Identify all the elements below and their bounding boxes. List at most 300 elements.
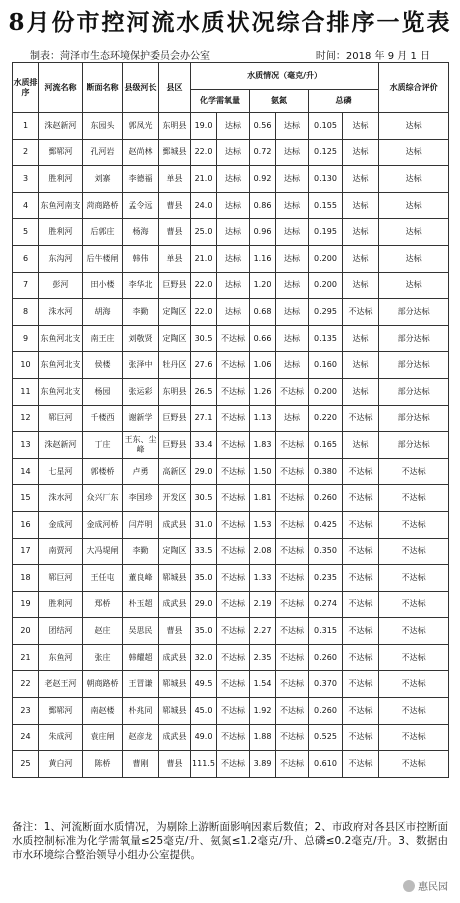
table-row bbox=[13, 299, 449, 326]
table-cell: 东鱼河北支 bbox=[39, 352, 83, 379]
table-cell: 不达标 bbox=[343, 724, 379, 751]
table-cell: 不达标 bbox=[343, 618, 379, 645]
table-cell: 达标 bbox=[379, 245, 449, 272]
table-cell: 南赵楼 bbox=[83, 698, 123, 725]
table-cell: 后牛楼闸 bbox=[83, 245, 123, 272]
table-cell: 不达标 bbox=[217, 485, 250, 512]
table-cell: 曹县 bbox=[159, 751, 191, 778]
table-cell: 不达标 bbox=[276, 751, 309, 778]
table-cell: 韩耀超 bbox=[123, 644, 159, 671]
table-cell: 鄄城县 bbox=[159, 139, 191, 166]
table-cell: 王冒谦 bbox=[123, 671, 159, 698]
table-cell: 不达标 bbox=[379, 538, 449, 565]
table-cell: 侯楼 bbox=[83, 352, 123, 379]
header-cod: 化学需氧量 bbox=[191, 90, 250, 113]
table-cell: 不达标 bbox=[217, 538, 250, 565]
table-cell: 0.195 bbox=[309, 219, 343, 246]
table-cell: 不达标 bbox=[276, 644, 309, 671]
table-cell: 定陶区 bbox=[159, 538, 191, 565]
table-cell: 不达标 bbox=[343, 485, 379, 512]
table-cell: 高新区 bbox=[159, 458, 191, 485]
table-row bbox=[13, 538, 449, 565]
table-cell: 0.92 bbox=[250, 166, 276, 193]
table-cell: 孔河岩 bbox=[83, 139, 123, 166]
table-cell: 部分达标 bbox=[379, 299, 449, 326]
table-cell: 1.50 bbox=[250, 458, 276, 485]
table-cell: 东园头 bbox=[83, 113, 123, 140]
table-cell: 0.260 bbox=[309, 485, 343, 512]
table-row bbox=[13, 698, 449, 725]
table-cell: 达标 bbox=[276, 325, 309, 352]
table-cell: 千楼西 bbox=[83, 405, 123, 432]
table-row bbox=[13, 724, 449, 751]
table-cell: 郭凤光 bbox=[123, 113, 159, 140]
table-cell: 南贾河 bbox=[39, 538, 83, 565]
table-cell: 0.105 bbox=[309, 113, 343, 140]
table-cell: 不达标 bbox=[379, 458, 449, 485]
table-cell: 部分达标 bbox=[379, 432, 449, 459]
header-quality: 水质情况（毫克/升） bbox=[191, 63, 379, 90]
table-cell: 达标 bbox=[276, 405, 309, 432]
table-cell: 巨野县 bbox=[159, 432, 191, 459]
table-cell: 不达标 bbox=[217, 325, 250, 352]
table-row bbox=[13, 219, 449, 246]
table-cell: 张运彩 bbox=[123, 378, 159, 405]
table-cell: 111.5 bbox=[191, 751, 217, 778]
table-cell: 49.5 bbox=[191, 671, 217, 698]
table-cell: 达标 bbox=[217, 166, 250, 193]
table-cell: 李勤 bbox=[123, 299, 159, 326]
table-row bbox=[13, 644, 449, 671]
table-cell: 胜利河 bbox=[39, 166, 83, 193]
table-cell: 0.125 bbox=[309, 139, 343, 166]
table-cell: 0.220 bbox=[309, 405, 343, 432]
table-cell: 达标 bbox=[343, 192, 379, 219]
table-cell: 卢勇 bbox=[123, 458, 159, 485]
watermark-logo-icon bbox=[403, 880, 415, 892]
header-river: 河流名称 bbox=[39, 63, 83, 113]
table-cell: 2 bbox=[13, 139, 39, 166]
table-cell: 郓巨河 bbox=[39, 405, 83, 432]
table-cell: 0.610 bbox=[309, 751, 343, 778]
table-cell: 郓城县 bbox=[159, 671, 191, 698]
table-cell: 0.370 bbox=[309, 671, 343, 698]
table-cell: 金成河 bbox=[39, 511, 83, 538]
table-cell: 鄄郓河 bbox=[39, 698, 83, 725]
table-cell: 不达标 bbox=[217, 352, 250, 379]
table-cell: 不达标 bbox=[276, 565, 309, 592]
table-cell: 不达标 bbox=[343, 671, 379, 698]
table-cell: 不达标 bbox=[343, 565, 379, 592]
table-cell: 巨野县 bbox=[159, 405, 191, 432]
table-cell: 不达标 bbox=[343, 458, 379, 485]
table-cell: 0.200 bbox=[309, 245, 343, 272]
table-cell: 26.5 bbox=[191, 378, 217, 405]
table-cell: 1.54 bbox=[250, 671, 276, 698]
table-cell: 赵尚林 bbox=[123, 139, 159, 166]
table-cell: 胜利河 bbox=[39, 219, 83, 246]
table-cell: 1.88 bbox=[250, 724, 276, 751]
table-cell: 成武县 bbox=[159, 511, 191, 538]
table-cell: 10 bbox=[13, 352, 39, 379]
table-cell: 曹刚 bbox=[123, 751, 159, 778]
table-cell: 5 bbox=[13, 219, 39, 246]
table-cell: 45.0 bbox=[191, 698, 217, 725]
table-row bbox=[13, 511, 449, 538]
table-cell: 田小楼 bbox=[83, 272, 123, 299]
table-cell: 不达标 bbox=[276, 432, 309, 459]
table-row bbox=[13, 591, 449, 618]
table-cell: 0.165 bbox=[309, 432, 343, 459]
table-cell: 1.33 bbox=[250, 565, 276, 592]
table-cell: 达标 bbox=[276, 352, 309, 379]
table-cell: 七星河 bbox=[39, 458, 83, 485]
table-cell: 0.66 bbox=[250, 325, 276, 352]
table-cell: 1.92 bbox=[250, 698, 276, 725]
table-cell: 0.315 bbox=[309, 618, 343, 645]
table-row bbox=[13, 192, 449, 219]
table-cell: 20 bbox=[13, 618, 39, 645]
table-cell: 不达标 bbox=[217, 591, 250, 618]
table-cell: 达标 bbox=[343, 166, 379, 193]
table-cell: 2.08 bbox=[250, 538, 276, 565]
table-cell: 谢新学 bbox=[123, 405, 159, 432]
table-cell: 2.35 bbox=[250, 644, 276, 671]
table-cell: 0.380 bbox=[309, 458, 343, 485]
table-cell: 24.0 bbox=[191, 192, 217, 219]
table-cell: 不达标 bbox=[343, 511, 379, 538]
table-cell: 30.5 bbox=[191, 485, 217, 512]
table-cell: 胡海 bbox=[83, 299, 123, 326]
table-cell: 部分达标 bbox=[379, 325, 449, 352]
table-cell: 不达标 bbox=[276, 618, 309, 645]
table-cell: 29.0 bbox=[191, 591, 217, 618]
table-cell: 0.260 bbox=[309, 644, 343, 671]
table-body bbox=[13, 113, 449, 778]
table-cell: 0.235 bbox=[309, 565, 343, 592]
table-cell: 部分达标 bbox=[379, 378, 449, 405]
table-cell: 黄白河 bbox=[39, 751, 83, 778]
table-cell: 李勤 bbox=[123, 538, 159, 565]
table-cell: 老赵王河 bbox=[39, 671, 83, 698]
table-cell: 17 bbox=[13, 538, 39, 565]
watermark-text: 惠民园 bbox=[418, 882, 448, 893]
table-cell: 27.6 bbox=[191, 352, 217, 379]
table-cell: 不达标 bbox=[379, 751, 449, 778]
table-row bbox=[13, 458, 449, 485]
table-cell: 不达标 bbox=[379, 618, 449, 645]
table-cell: 朴兆同 bbox=[123, 698, 159, 725]
table-cell: 王东、尘峰 bbox=[123, 432, 159, 459]
table-cell: 曹县 bbox=[159, 618, 191, 645]
table-cell: 不达标 bbox=[217, 511, 250, 538]
table-cell: 达标 bbox=[343, 139, 379, 166]
table-cell: 杨园 bbox=[83, 378, 123, 405]
table-cell: 郓巨河 bbox=[39, 565, 83, 592]
table-cell: 袁庄闸 bbox=[83, 724, 123, 751]
table-cell: 不达标 bbox=[379, 724, 449, 751]
table-cell: 金成河桥 bbox=[83, 511, 123, 538]
table-cell: 众兴厂东 bbox=[83, 485, 123, 512]
table-cell: 不达标 bbox=[217, 565, 250, 592]
table-cell: 牡丹区 bbox=[159, 352, 191, 379]
table-cell: 33.5 bbox=[191, 538, 217, 565]
header-rank: 水质排序 bbox=[13, 63, 39, 113]
table-cell: 东明县 bbox=[159, 378, 191, 405]
table-cell: 不达标 bbox=[217, 724, 250, 751]
table-cell: 1.16 bbox=[250, 245, 276, 272]
table-cell: 达标 bbox=[343, 245, 379, 272]
table-cell: 6 bbox=[13, 245, 39, 272]
table-cell: 12 bbox=[13, 405, 39, 432]
table-cell: 达标 bbox=[379, 113, 449, 140]
table-cell: 0.130 bbox=[309, 166, 343, 193]
table-cell: 韩伟 bbox=[123, 245, 159, 272]
table-cell: 25.0 bbox=[191, 219, 217, 246]
table-cell: 郓城县 bbox=[159, 565, 191, 592]
table-cell: 达标 bbox=[343, 352, 379, 379]
table-cell: 不达标 bbox=[343, 405, 379, 432]
table-row bbox=[13, 565, 449, 592]
table-cell: 大冯堤闸 bbox=[83, 538, 123, 565]
table-cell: 不达标 bbox=[379, 698, 449, 725]
table-cell: 陈桥 bbox=[83, 751, 123, 778]
table-cell: 不达标 bbox=[343, 591, 379, 618]
table-cell: 达标 bbox=[217, 113, 250, 140]
table-cell: 1 bbox=[13, 113, 39, 140]
table-cell: 后郭庄 bbox=[83, 219, 123, 246]
table-cell: 达标 bbox=[379, 219, 449, 246]
table-cell: 达标 bbox=[276, 139, 309, 166]
table-cell: 1.83 bbox=[250, 432, 276, 459]
table-cell: 达标 bbox=[276, 166, 309, 193]
table-cell: 不达标 bbox=[379, 485, 449, 512]
table-cell: 31.0 bbox=[191, 511, 217, 538]
table-cell: 达标 bbox=[343, 378, 379, 405]
table-cell: 19.0 bbox=[191, 113, 217, 140]
table-cell: 不达标 bbox=[276, 485, 309, 512]
table-cell: 1.20 bbox=[250, 272, 276, 299]
table-cell: 不达标 bbox=[276, 378, 309, 405]
table-row bbox=[13, 245, 449, 272]
table-cell: 赵彦龙 bbox=[123, 724, 159, 751]
table-row bbox=[13, 166, 449, 193]
table-cell: 21.0 bbox=[191, 166, 217, 193]
table-cell: 曹县 bbox=[159, 219, 191, 246]
table-cell: 达标 bbox=[379, 272, 449, 299]
table-cell: 达标 bbox=[276, 219, 309, 246]
table-cell: 达标 bbox=[343, 113, 379, 140]
table-row bbox=[13, 671, 449, 698]
table-cell: 达标 bbox=[276, 192, 309, 219]
table-row bbox=[13, 139, 449, 166]
table-cell: 达标 bbox=[379, 166, 449, 193]
table-cell: 东鱼河北支 bbox=[39, 378, 83, 405]
table-cell: 27.1 bbox=[191, 405, 217, 432]
table-cell: 达标 bbox=[217, 139, 250, 166]
table-cell: 29.0 bbox=[191, 458, 217, 485]
table-cell: 不达标 bbox=[217, 405, 250, 432]
table-cell: 3.89 bbox=[250, 751, 276, 778]
table-cell: 洙赵新河 bbox=[39, 113, 83, 140]
table-cell: 2.27 bbox=[250, 618, 276, 645]
table-cell: 李国珍 bbox=[123, 485, 159, 512]
table-cell: 丁庄 bbox=[83, 432, 123, 459]
table-cell: 东沟河 bbox=[39, 245, 83, 272]
table-cell: 朱成河 bbox=[39, 724, 83, 751]
table-cell: 49.0 bbox=[191, 724, 217, 751]
table-cell: 赵庄 bbox=[83, 618, 123, 645]
table-cell: 0.295 bbox=[309, 299, 343, 326]
table-cell: 1.13 bbox=[250, 405, 276, 432]
table-cell: 刘敬贤 bbox=[123, 325, 159, 352]
table-cell: 李华北 bbox=[123, 272, 159, 299]
table-cell: 达标 bbox=[343, 325, 379, 352]
table-cell: 21 bbox=[13, 644, 39, 671]
table-cell: 15 bbox=[13, 485, 39, 512]
table-cell: 3 bbox=[13, 166, 39, 193]
table-cell: 22.0 bbox=[191, 139, 217, 166]
table-cell: 郓城县 bbox=[159, 698, 191, 725]
table-cell: 不达标 bbox=[217, 378, 250, 405]
table-cell: 9 bbox=[13, 325, 39, 352]
table-cell: 1.81 bbox=[250, 485, 276, 512]
table-cell: 彭河 bbox=[39, 272, 83, 299]
table-cell: 18 bbox=[13, 565, 39, 592]
table-cell: 33.4 bbox=[191, 432, 217, 459]
header-section: 断面名称 bbox=[83, 63, 123, 113]
table-cell: 0.86 bbox=[250, 192, 276, 219]
table-cell: 达标 bbox=[276, 272, 309, 299]
table-cell: 洙赵新河 bbox=[39, 432, 83, 459]
table-cell: 22.0 bbox=[191, 299, 217, 326]
table-cell: 不达标 bbox=[217, 618, 250, 645]
table-row bbox=[13, 272, 449, 299]
table-cell: 4 bbox=[13, 192, 39, 219]
header-eval: 水质综合评价 bbox=[379, 63, 449, 113]
table-cell: 不达标 bbox=[343, 751, 379, 778]
table-cell: 东鱼河南支 bbox=[39, 192, 83, 219]
table-cell: 开发区 bbox=[159, 485, 191, 512]
table-cell: 不达标 bbox=[276, 671, 309, 698]
table-cell: 刘寨 bbox=[83, 166, 123, 193]
table-cell: 不达标 bbox=[276, 511, 309, 538]
table-cell: 不达标 bbox=[379, 671, 449, 698]
table-cell: 成武县 bbox=[159, 644, 191, 671]
table-cell: 19 bbox=[13, 591, 39, 618]
table-cell: 东鱼河 bbox=[39, 644, 83, 671]
table-cell: 朝商路桥 bbox=[83, 671, 123, 698]
table-cell: 单县 bbox=[159, 245, 191, 272]
table-row bbox=[13, 352, 449, 379]
table-cell: 不达标 bbox=[343, 538, 379, 565]
table-cell: 0.135 bbox=[309, 325, 343, 352]
table-cell: 不达标 bbox=[343, 698, 379, 725]
table-cell: 定陶区 bbox=[159, 299, 191, 326]
footnote: 备注：1、河流断面水质情况，为剔除上游断面影响因素后数值；2、市政府对各县区市控断面水质控制标准为化学需氧量≤25毫克/升、氨氮≤1.2毫克/升、总磷≤0.2毫克/升。3、数据由市水环境综合整治领导小组办公室提供。 bbox=[12, 821, 448, 861]
table-cell: 不达标 bbox=[217, 698, 250, 725]
table-cell: 达标 bbox=[217, 219, 250, 246]
table-cell: 不达标 bbox=[217, 458, 250, 485]
table-cell: 成武县 bbox=[159, 591, 191, 618]
table-cell: 成武县 bbox=[159, 724, 191, 751]
table-cell: 张庄 bbox=[83, 644, 123, 671]
table-cell: 22.0 bbox=[191, 272, 217, 299]
table-row bbox=[13, 113, 449, 140]
table-cell: 洙水河 bbox=[39, 485, 83, 512]
table-row bbox=[13, 485, 449, 512]
table-cell: 达标 bbox=[379, 139, 449, 166]
table-row bbox=[13, 618, 449, 645]
table-cell: 不达标 bbox=[379, 644, 449, 671]
table-cell: 25 bbox=[13, 751, 39, 778]
table-cell: 0.155 bbox=[309, 192, 343, 219]
table-cell: 部分达标 bbox=[379, 352, 449, 379]
table-cell: 达标 bbox=[276, 299, 309, 326]
table-cell: 郭楼桥 bbox=[83, 458, 123, 485]
table-cell: 吴思民 bbox=[123, 618, 159, 645]
table-cell: 1.53 bbox=[250, 511, 276, 538]
table-cell: 0.200 bbox=[309, 378, 343, 405]
table-cell: 0.96 bbox=[250, 219, 276, 246]
table-cell: 0.525 bbox=[309, 724, 343, 751]
table-cell: 达标 bbox=[343, 432, 379, 459]
table-cell: 不达标 bbox=[379, 565, 449, 592]
table-cell: 达标 bbox=[217, 299, 250, 326]
table-cell: 23 bbox=[13, 698, 39, 725]
table-cell: 董良峰 bbox=[123, 565, 159, 592]
table-cell: 0.160 bbox=[309, 352, 343, 379]
table-cell: 不达标 bbox=[217, 751, 250, 778]
table-cell: 定陶区 bbox=[159, 325, 191, 352]
table-cell: 不达标 bbox=[343, 299, 379, 326]
table-cell: 达标 bbox=[217, 192, 250, 219]
table-cell: 东鱼河北支 bbox=[39, 325, 83, 352]
table-cell: 部分达标 bbox=[379, 405, 449, 432]
table-cell: 11 bbox=[13, 378, 39, 405]
table-cell: 东明县 bbox=[159, 113, 191, 140]
table-cell: 1.06 bbox=[250, 352, 276, 379]
table-cell: 32.0 bbox=[191, 644, 217, 671]
table-cell: 达标 bbox=[276, 113, 309, 140]
header-nh: 氨氮 bbox=[250, 90, 309, 113]
table-cell: 不达标 bbox=[276, 538, 309, 565]
table-cell: 不达标 bbox=[276, 724, 309, 751]
table-cell: 0.274 bbox=[309, 591, 343, 618]
table-cell: 李德福 bbox=[123, 166, 159, 193]
table-cell: 0.68 bbox=[250, 299, 276, 326]
table-cell: 王任屯 bbox=[83, 565, 123, 592]
table-cell: 胜利河 bbox=[39, 591, 83, 618]
table-row bbox=[13, 405, 449, 432]
table-cell: 巨野县 bbox=[159, 272, 191, 299]
water-quality-table bbox=[12, 62, 449, 778]
table-cell: 30.5 bbox=[191, 325, 217, 352]
table-cell: 0.425 bbox=[309, 511, 343, 538]
table-cell: 不达标 bbox=[379, 591, 449, 618]
table-cell: 达标 bbox=[343, 272, 379, 299]
table-cell: 不达标 bbox=[217, 671, 250, 698]
table-cell: 张泽中 bbox=[123, 352, 159, 379]
table-cell: 达标 bbox=[276, 245, 309, 272]
page-title: 8月份市控河流水质状况综合排序一览表 bbox=[8, 9, 452, 36]
table-cell: 16 bbox=[13, 511, 39, 538]
table-cell: 朴玉超 bbox=[123, 591, 159, 618]
table-cell: 达标 bbox=[217, 272, 250, 299]
table-row bbox=[13, 751, 449, 778]
table-cell: 达标 bbox=[343, 219, 379, 246]
table-cell: 洙水河 bbox=[39, 299, 83, 326]
